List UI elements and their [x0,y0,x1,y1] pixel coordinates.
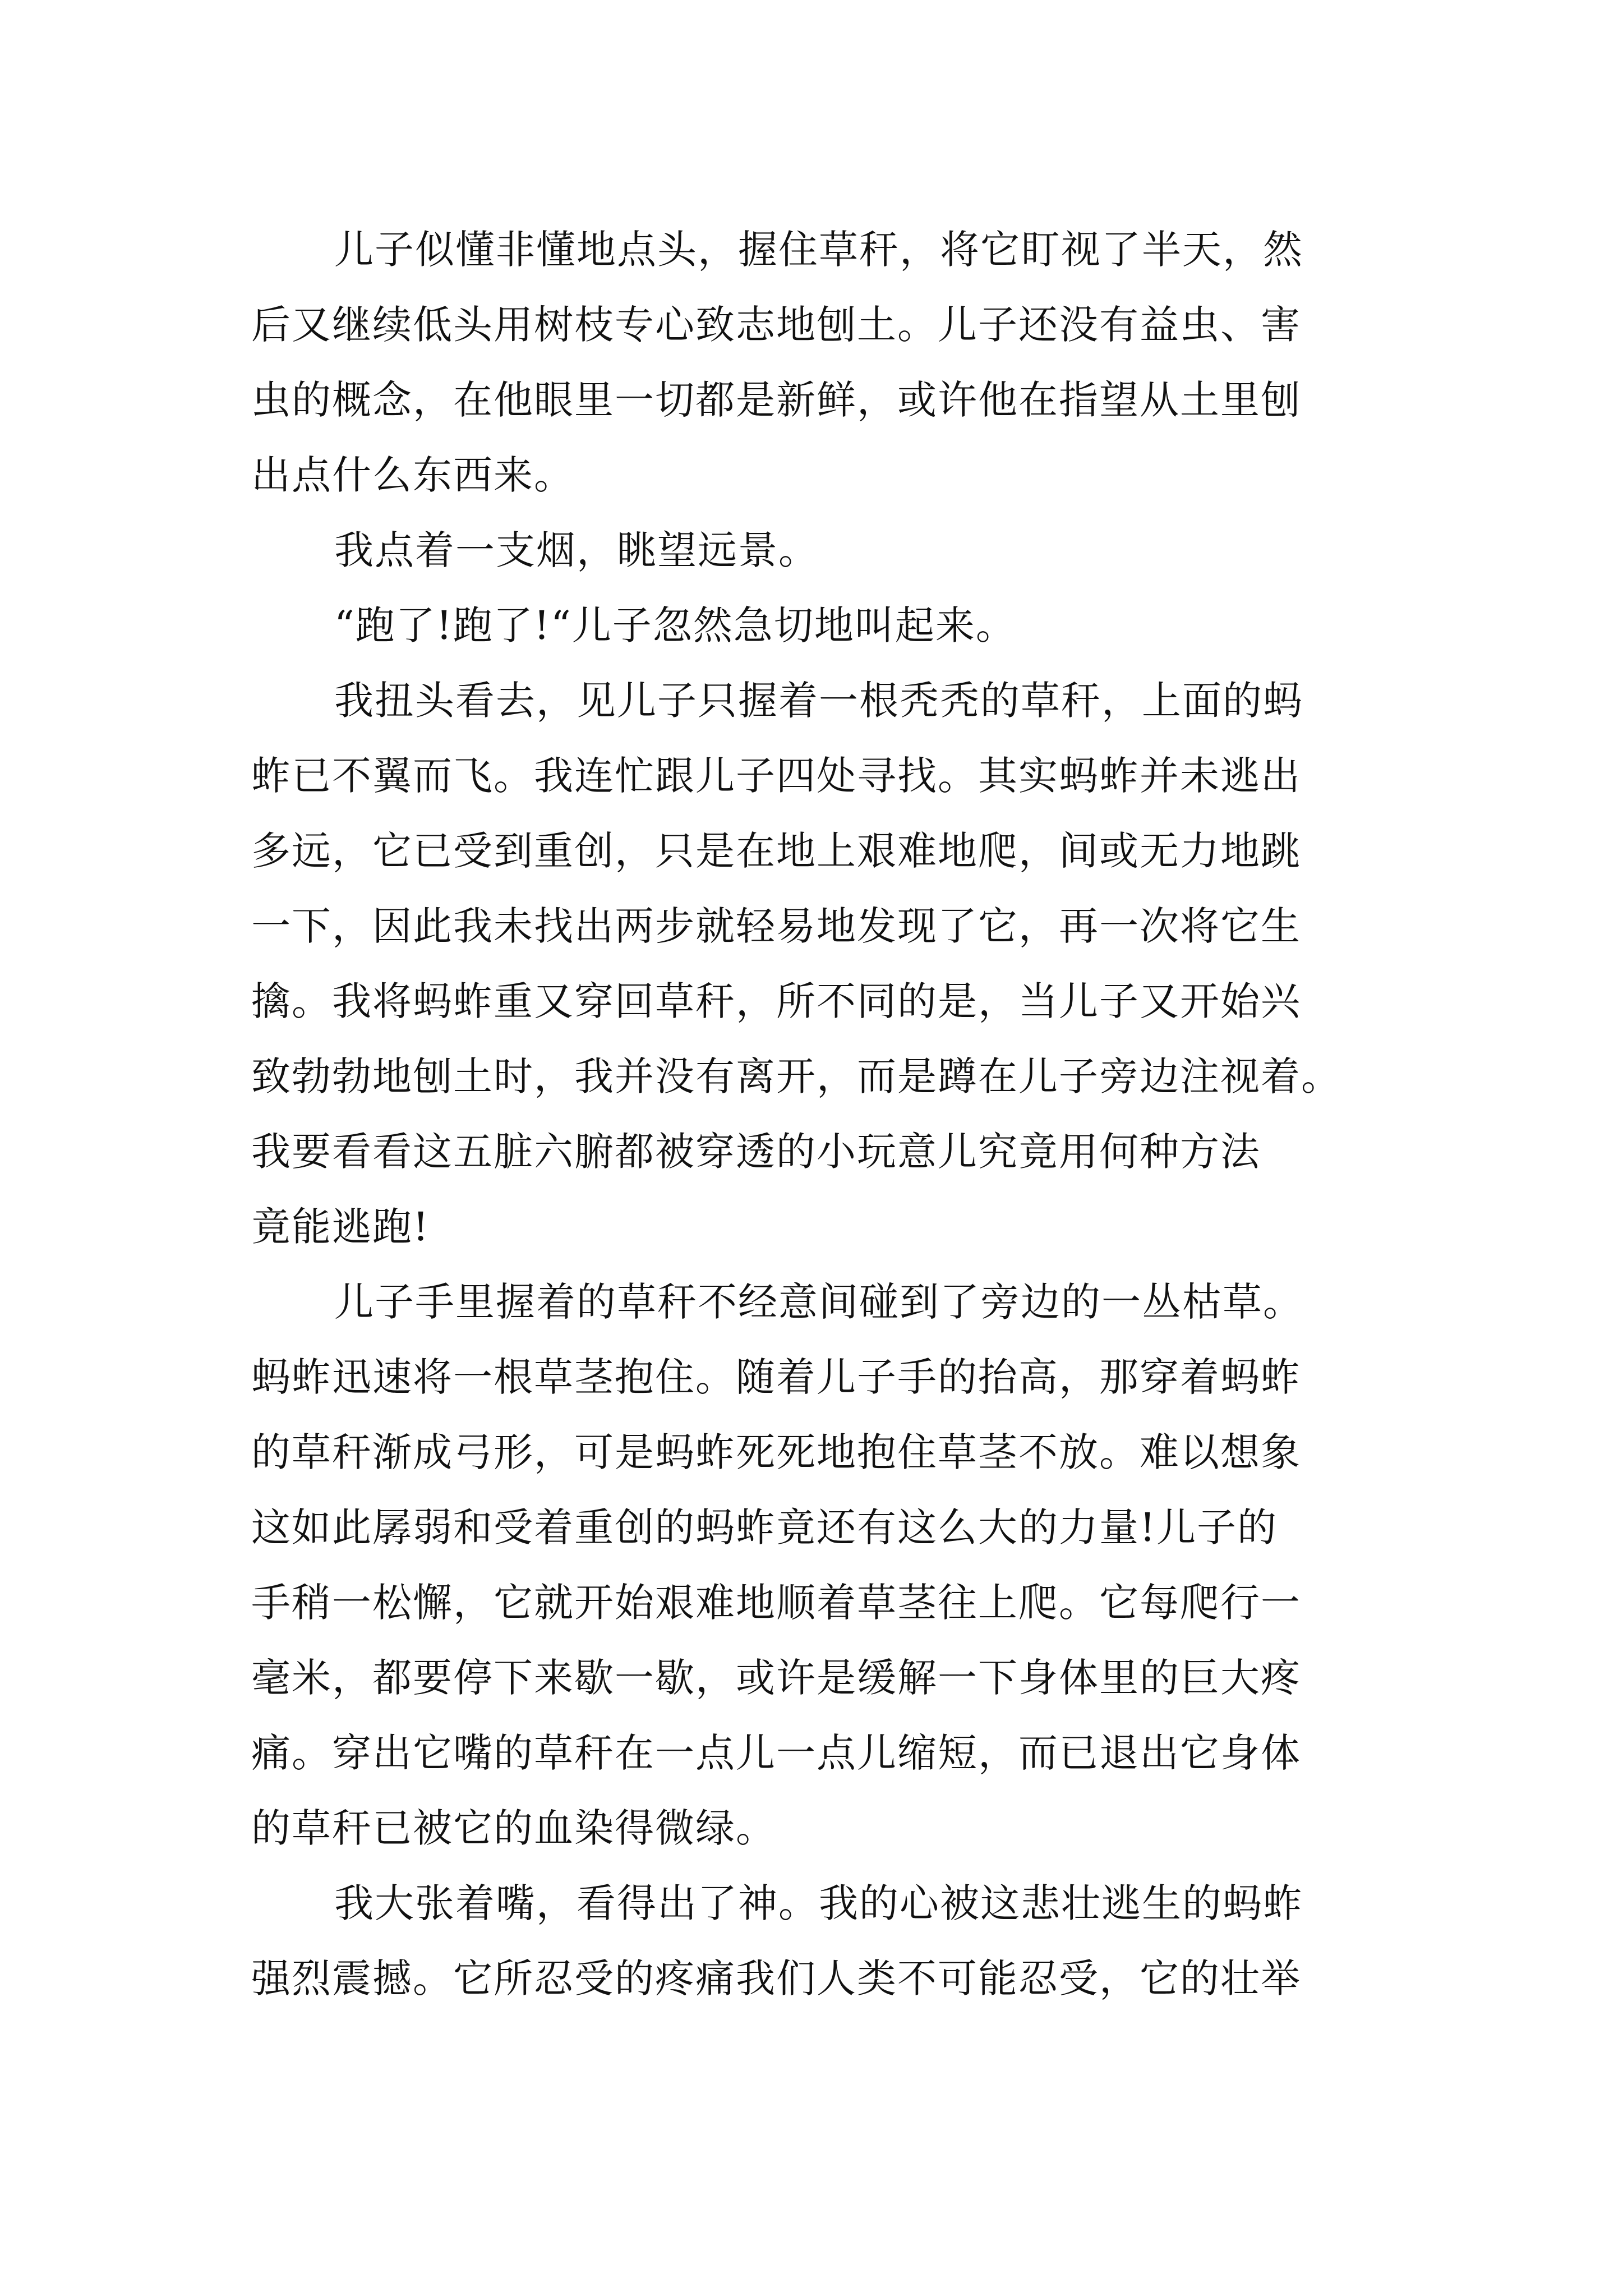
text-line: 蚂蚱迅速将一根草茎抱住。随着儿子手的抬高，那穿着蚂蚱 [251,1354,1301,1400]
text-line: 一下，因此我未找出两步就轻易地发现了它，再一次将它生 [251,903,1301,949]
paragraph-5 [251,1264,1384,1866]
text-line: 竟能逃跑! [251,1204,430,1250]
text-line: 手稍一松懈，它就开始艰难地顺着草茎往上爬。它每爬行一 [251,1580,1301,1626]
text-line: 我点着一支烟，眺望远景。 [334,527,819,573]
text-line: 我扭头看去，见儿子只握着一根秃秃的草秆，上面的蚂 [334,678,1303,724]
text-line: 的草秆已被它的血染得微绿。 [251,1805,776,1851]
paragraph-6 [251,1866,1384,2016]
text-line: 这如此孱弱和受着重创的蚂蚱竟还有这么大的力量!儿子的 [251,1504,1278,1550]
text-line: 儿子似懂非懂地点头，握住草秆，将它盯视了半天，然 [334,227,1303,273]
paragraph-4 [251,663,1384,1264]
text-line: 蚱已不翼而飞。我连忙跟儿子四处寻找。其实蚂蚱并未逃出 [251,753,1301,799]
text-line: 后又继续低头用树枝专心致志地刨土。儿子还没有益虫、害 [251,302,1301,348]
text-line: 痛。穿出它嘴的草秆在一点儿一点儿缩短，而已退出它身体 [251,1730,1301,1776]
text-line: 我大张着嘴，看得出了神。我的心被这悲壮逃生的蚂蚱 [334,1880,1303,1926]
text-line: 擒。我将蚂蚱重又穿回草秆，所不同的是，当儿子又开始兴 [251,978,1301,1024]
text-line: 虫的概念，在他眼里一切都是新鲜，或许他在指望从土里刨 [251,377,1301,423]
paragraph-2 [251,513,1384,588]
text-line: 我要看看这五脏六腑都被穿透的小玩意儿究竟用何种方法 [251,1129,1261,1175]
text-line: “跑了!跑了!“儿子忽然急切地叫起来。 [334,602,1016,648]
text-line: 的草秆渐成弓形，可是蚂蚱死死地抱住草茎不放。难以想象 [251,1429,1301,1475]
text-line: 多远，它已受到重创，只是在地上艰难地爬，间或无力地跳 [251,828,1301,874]
text-line: 出点什么东西来。 [251,452,574,498]
body-text [251,212,1384,2016]
paragraph-3 [251,588,1384,663]
text-line: 致勃勃地刨土时，我并没有离开，而是蹲在儿子旁边注视着。 [251,1053,1341,1099]
paragraph-1 [251,212,1384,513]
text-line: 毫米，都要停下来歇一歇，或许是缓解一下身体里的巨大疼 [251,1655,1301,1701]
text-line: 强烈震撼。它所忍受的疼痛我们人类不可能忍受，它的壮举 [251,1955,1301,2001]
text-line: 儿子手里握着的草秆不经意间碰到了旁边的一丛枯草。 [334,1279,1303,1325]
